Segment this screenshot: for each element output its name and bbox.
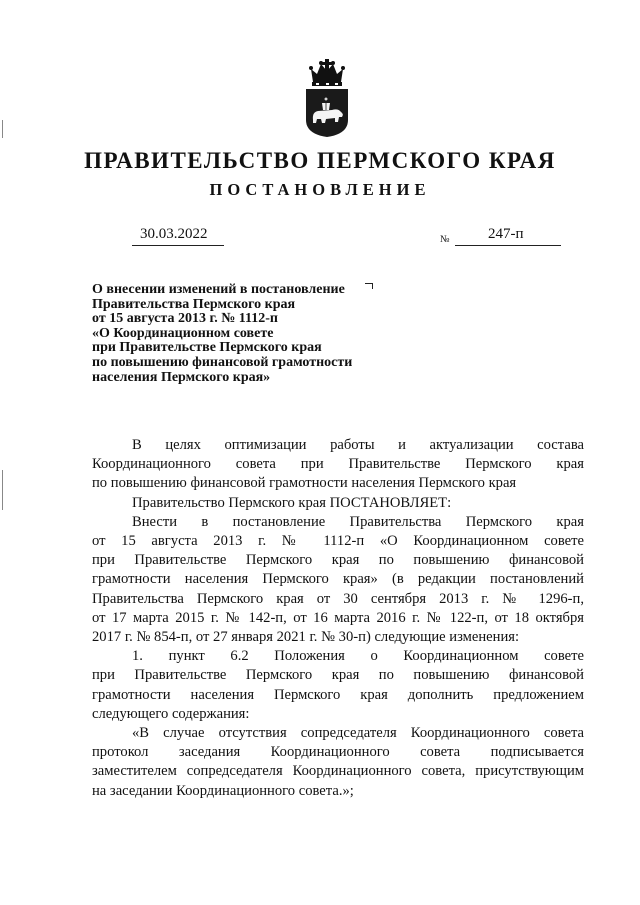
document-date: 30.03.2022 xyxy=(140,226,208,242)
document-type: ПОСТАНОВЛЕНИЕ xyxy=(209,180,431,199)
heading-line: от 15 августа 2013 г. № 1112-п xyxy=(92,311,278,327)
body-line: протокол заседания Координационного совета подписывается xyxy=(92,744,584,761)
document-body xyxy=(92,436,584,801)
body-line: 2017 г. № 854-п, от 27 января 2021 г. № 30-п) следующие изменения: xyxy=(92,629,520,646)
body-line: Правительства Пермского края от 30 сентября 2013 г. № 1296-п, xyxy=(92,590,584,607)
heading-line: по повышению финансовой грамотности xyxy=(92,354,353,370)
body-line: Правительство Пермского края ПОСТАНОВЛЯЕТ: xyxy=(132,494,452,511)
body-line: Внести в постановление Правительства Пермского края xyxy=(132,513,584,530)
body-line: при Правительстве Пермского края по повышению финансовой xyxy=(92,552,584,569)
scan-edge-mark xyxy=(2,120,3,138)
date-underline xyxy=(132,245,224,246)
body-line: «В случае отсутствия сопредседателя Координационного совета xyxy=(132,725,584,742)
body-line: грамотности населения Пермского края дополнить предложением xyxy=(92,686,584,703)
heading-line: населения Пермского края» xyxy=(92,369,271,385)
body-line: В целях оптимизации работы и актуализации состава xyxy=(132,437,584,453)
body-line: по повышению финансовой грамотности населения Пермского края xyxy=(92,475,517,492)
heading-corner-bracket xyxy=(365,283,373,289)
heading-line: «О Координационном совете xyxy=(92,325,274,341)
body-line: от 17 марта 2015 г. № 142-п, от 16 марта 2016 г. № 122-п, от 18 октября xyxy=(92,609,584,626)
body-line: следующего содержания: xyxy=(92,705,250,722)
body-line: грамотности населения Пермского края» (в редакции постановлений xyxy=(92,571,584,588)
scan-edge-mark xyxy=(2,470,3,510)
body-line: 1. пункт 6.2 Положения о Координационном совете xyxy=(132,648,584,665)
document-heading xyxy=(92,283,392,385)
number-sign: № xyxy=(440,234,450,245)
body-line: заместителем сопредседателя Координационного совета, присутствующим xyxy=(92,763,584,780)
body-line: Координационного совета при Правительстве Пермского края xyxy=(92,456,584,473)
heading-line: О внесении изменений в постановление xyxy=(92,282,345,297)
coat-of-arms-icon xyxy=(302,56,352,138)
body-line: при Правительстве Пермского края по повышению финансовой xyxy=(92,667,584,684)
organization-title: ПРАВИТЕЛЬСТВО ПЕРМСКОГО КРАЯ xyxy=(84,148,556,173)
heading-line: при Правительстве Пермского края xyxy=(92,340,322,356)
document-number: 247-п xyxy=(488,226,524,242)
body-line: от 15 августа 2013 г. № 1112-п «О Координационном совете xyxy=(92,533,584,550)
number-underline xyxy=(455,245,561,246)
heading-line: Правительства Пермского края xyxy=(92,296,296,312)
body-line: на заседании Координационного совета.»; xyxy=(92,782,354,799)
